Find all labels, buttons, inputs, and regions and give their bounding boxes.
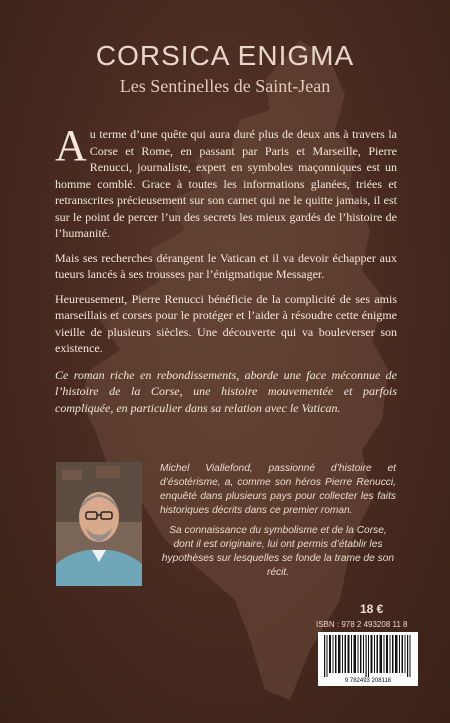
summary-paragraph-2: Mais ses recherches dérangent le Vatican et il va devoir échapper aux tueurs lancés à ses trousses par l’énigmatique Messager. [55, 250, 397, 281]
price-label: 18 € [360, 602, 384, 616]
summary-paragraph-1-text: u terme d’une quête qui aura duré plus de deux ans à travers la Corse et Rome, en passant par Paris et Marseille, Pierre Renucci, journaliste, expert en symboles maçonniques est un homme comblé. Grace à toutes les informations glanées, triées et retranscrites précieusement sur son carnet qui ne le quitte jamais, il est sur le point de percer l’un des secrets les mieux gardés de l’histoire de l’humanité. [55, 127, 397, 240]
book-subtitle: Les Sentinelles de Saint-Jean [119, 76, 331, 96]
summary-paragraph-3: Heureusement, Pierre Renucci bénéficie de la complicité de ses amis marseillais et corses pour le protéger et l’aider à résoudre cette énigme vieille de plusieurs siècles. Une découverte qui va bouleverser son existence. [55, 291, 397, 355]
book-title: CORSICA ENIGMA [95, 40, 355, 71]
summary-tagline: Ce roman riche en rebondissements, aborde une face méconnue de l’histoire de la Corse, une histoire mouvementée et parfois compliquée, en particulier dans sa relation avec le Vatican. [55, 367, 397, 415]
author-bio-paragraph-1: Michel Viallefond, passionné d’histoire et d’ésotérisme, a, comme son héros Pierre Renucci, enquêté dans plusieurs pays pour collecter les faits historiques décrits dans ce premier roman. [160, 463, 396, 516]
back-cover-summary [55, 121, 397, 424]
barcode-number: 9 782493 208118 [318, 677, 418, 686]
author-bio [160, 462, 396, 586]
summary-paragraph-1 [55, 121, 397, 242]
author-photo [56, 462, 142, 586]
barcode [318, 632, 418, 677]
drop-cap: A [55, 121, 87, 170]
isbn-label: ISBN : 978 2 493208 11 8 [316, 620, 408, 629]
author-bio-paragraph-2: Sa connaissance du symbolisme et de la Corse, dont il est originaire, lui ont permis d’établir les hypothèses sur lesquelles se fonde la trame de son récit. [161, 525, 395, 578]
